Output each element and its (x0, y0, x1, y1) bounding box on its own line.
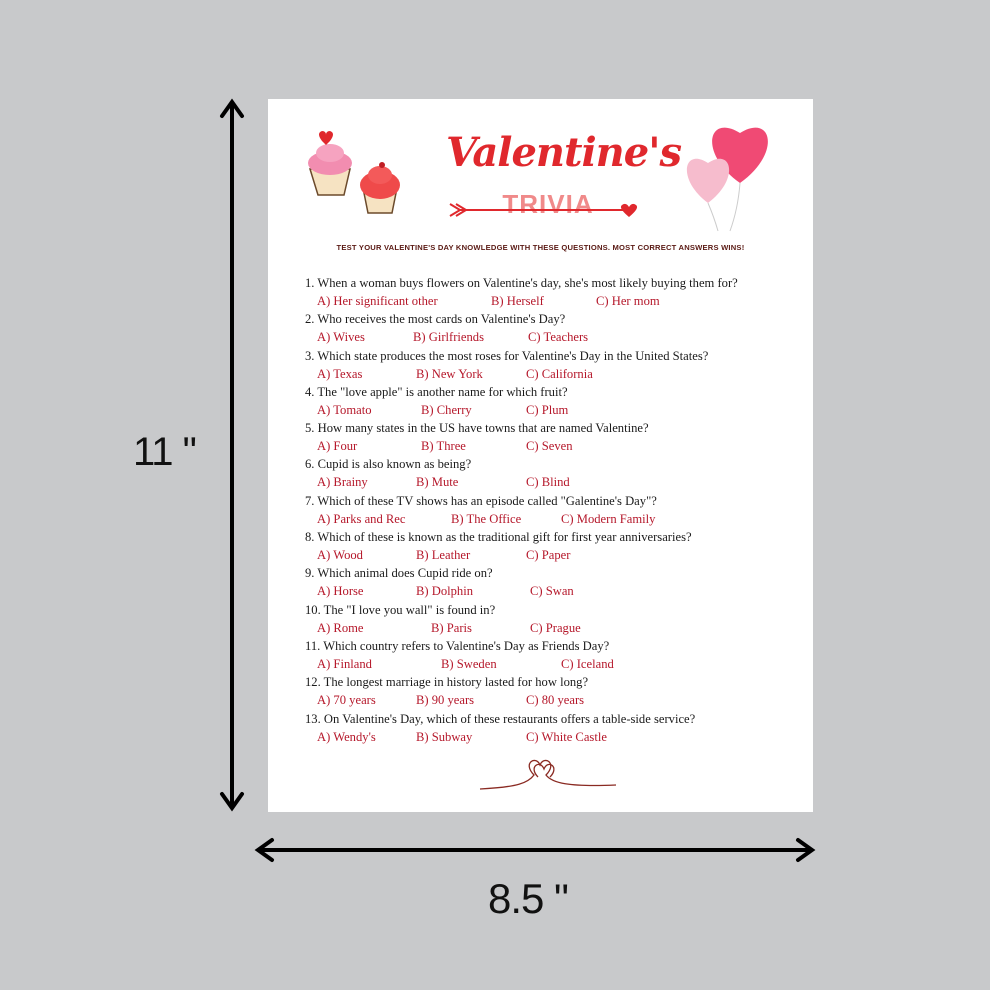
question-text: 1. When a woman buys flowers on Valentine's day, she's most likely buying them for? (305, 276, 738, 290)
answer-option-b: B) 90 years (416, 693, 475, 708)
answer-option-b: B) Leather (416, 548, 471, 563)
answer-option-c: C) Swan (530, 584, 574, 599)
answer-option-a: A) Parks and Rec (317, 511, 406, 526)
answer-option-b: B) Mute (416, 475, 459, 490)
answer-option-b: B) Girlfriends (413, 330, 484, 345)
answer-option-a: A) Wood (317, 548, 363, 563)
answer-option-b: B) Sweden (441, 656, 497, 671)
title-trivia: TRIVIA (502, 189, 594, 219)
question-text: 5. How many states in the US have towns that are named Valentine? (305, 421, 649, 436)
answer-option-c: C) Her mom (596, 294, 660, 308)
answer-option-a: A) Texas (317, 366, 363, 381)
question-text: 4. The "love apple" is another name for which fruit? (305, 384, 568, 399)
question-text: 2. Who receives the most cards on Valentine's Day? (305, 312, 566, 327)
answer-option-c: C) Iceland (561, 656, 614, 671)
arrow-icon (446, 199, 646, 221)
height-label: 11 " (133, 430, 196, 474)
answer-option-b: B) The Office (451, 511, 522, 526)
question-text: 6. Cupid is also known as being? (305, 457, 472, 472)
question-list (305, 276, 805, 748)
trivia-sheet (268, 99, 813, 812)
question-text: 8. Which of these is known as the traditional gift for first year anniversaries? (305, 530, 692, 545)
question-item (305, 457, 805, 493)
answer-option-c: C) Blind (526, 475, 570, 490)
question-item (305, 566, 805, 602)
answer-option-a: A) Tomato (317, 402, 372, 417)
question-item (305, 385, 805, 421)
answer-option-c: C) Plum (526, 402, 569, 417)
answer-option-a: A) Finland (317, 656, 372, 671)
question-text: 10. The "I love you wall" is found in? (305, 602, 496, 617)
question-item (305, 639, 805, 675)
question-item (305, 276, 805, 312)
answer-option-c: C) Paper (526, 548, 571, 563)
answer-option-a: A) Horse (317, 584, 364, 599)
answer-option-a: A) Her significant other (317, 294, 438, 308)
answer-option-a: A) Rome (317, 620, 364, 635)
title-script: Valentine's (446, 129, 681, 176)
answer-option-b: B) Herself (491, 294, 544, 308)
question-text: 3. Which state produces the most roses for Valentine's Day in the United States? (305, 348, 709, 363)
question-text: 13. On Valentine's Day, which of these restaurants offers a table-side service? (305, 711, 696, 726)
question-item (305, 530, 805, 566)
answer-option-a: A) Wives (317, 330, 365, 345)
answer-option-a: A) Brainy (317, 475, 368, 490)
answer-option-b: B) New York (416, 366, 483, 381)
answer-option-b: B) Paris (431, 620, 472, 635)
width-label: 8.5 " (488, 875, 568, 922)
question-item (305, 349, 805, 385)
answer-option-c: C) White Castle (526, 729, 607, 744)
question-item (305, 421, 805, 457)
question-text: 11. Which country refers to Valentine's Day as Friends Day? (305, 638, 610, 653)
heart-line-icon (478, 749, 618, 794)
answer-option-a: A) Wendy's (317, 729, 376, 744)
balloons-icon (678, 113, 788, 233)
answer-option-c: C) California (526, 366, 593, 381)
answer-option-b: B) Dolphin (416, 584, 474, 599)
question-text: 7. Which of these TV shows has an episode called "Galentine's Day"? (305, 493, 657, 508)
answer-option-a: A) Four (317, 439, 358, 454)
answer-option-c: C) 80 years (526, 693, 585, 708)
cupcake-icon (302, 129, 412, 219)
question-item (305, 312, 805, 348)
subtitle: TEST YOUR VALENTINE'S DAY KNOWLEDGE WITH THESE QUESTIONS. MOST CORRECT ANSWERS WINS! (336, 243, 745, 252)
answer-option-b: B) Cherry (421, 402, 472, 417)
question-text: 12. The longest marriage in history lasted for how long? (305, 675, 589, 690)
answer-option-c: C) Teachers (528, 330, 589, 345)
answer-option-b: B) Three (421, 439, 466, 454)
question-item (305, 603, 805, 639)
question-item (305, 675, 805, 711)
question-item (305, 712, 805, 748)
question-item (305, 494, 805, 530)
question-text: 9. Which animal does Cupid ride on? (305, 566, 493, 581)
answer-option-c: C) Modern Family (561, 511, 656, 526)
answer-option-c: C) Prague (530, 620, 581, 635)
answer-option-c: C) Seven (526, 439, 573, 454)
answer-option-a: A) 70 years (317, 693, 376, 708)
answer-option-b: B) Subway (416, 729, 473, 744)
